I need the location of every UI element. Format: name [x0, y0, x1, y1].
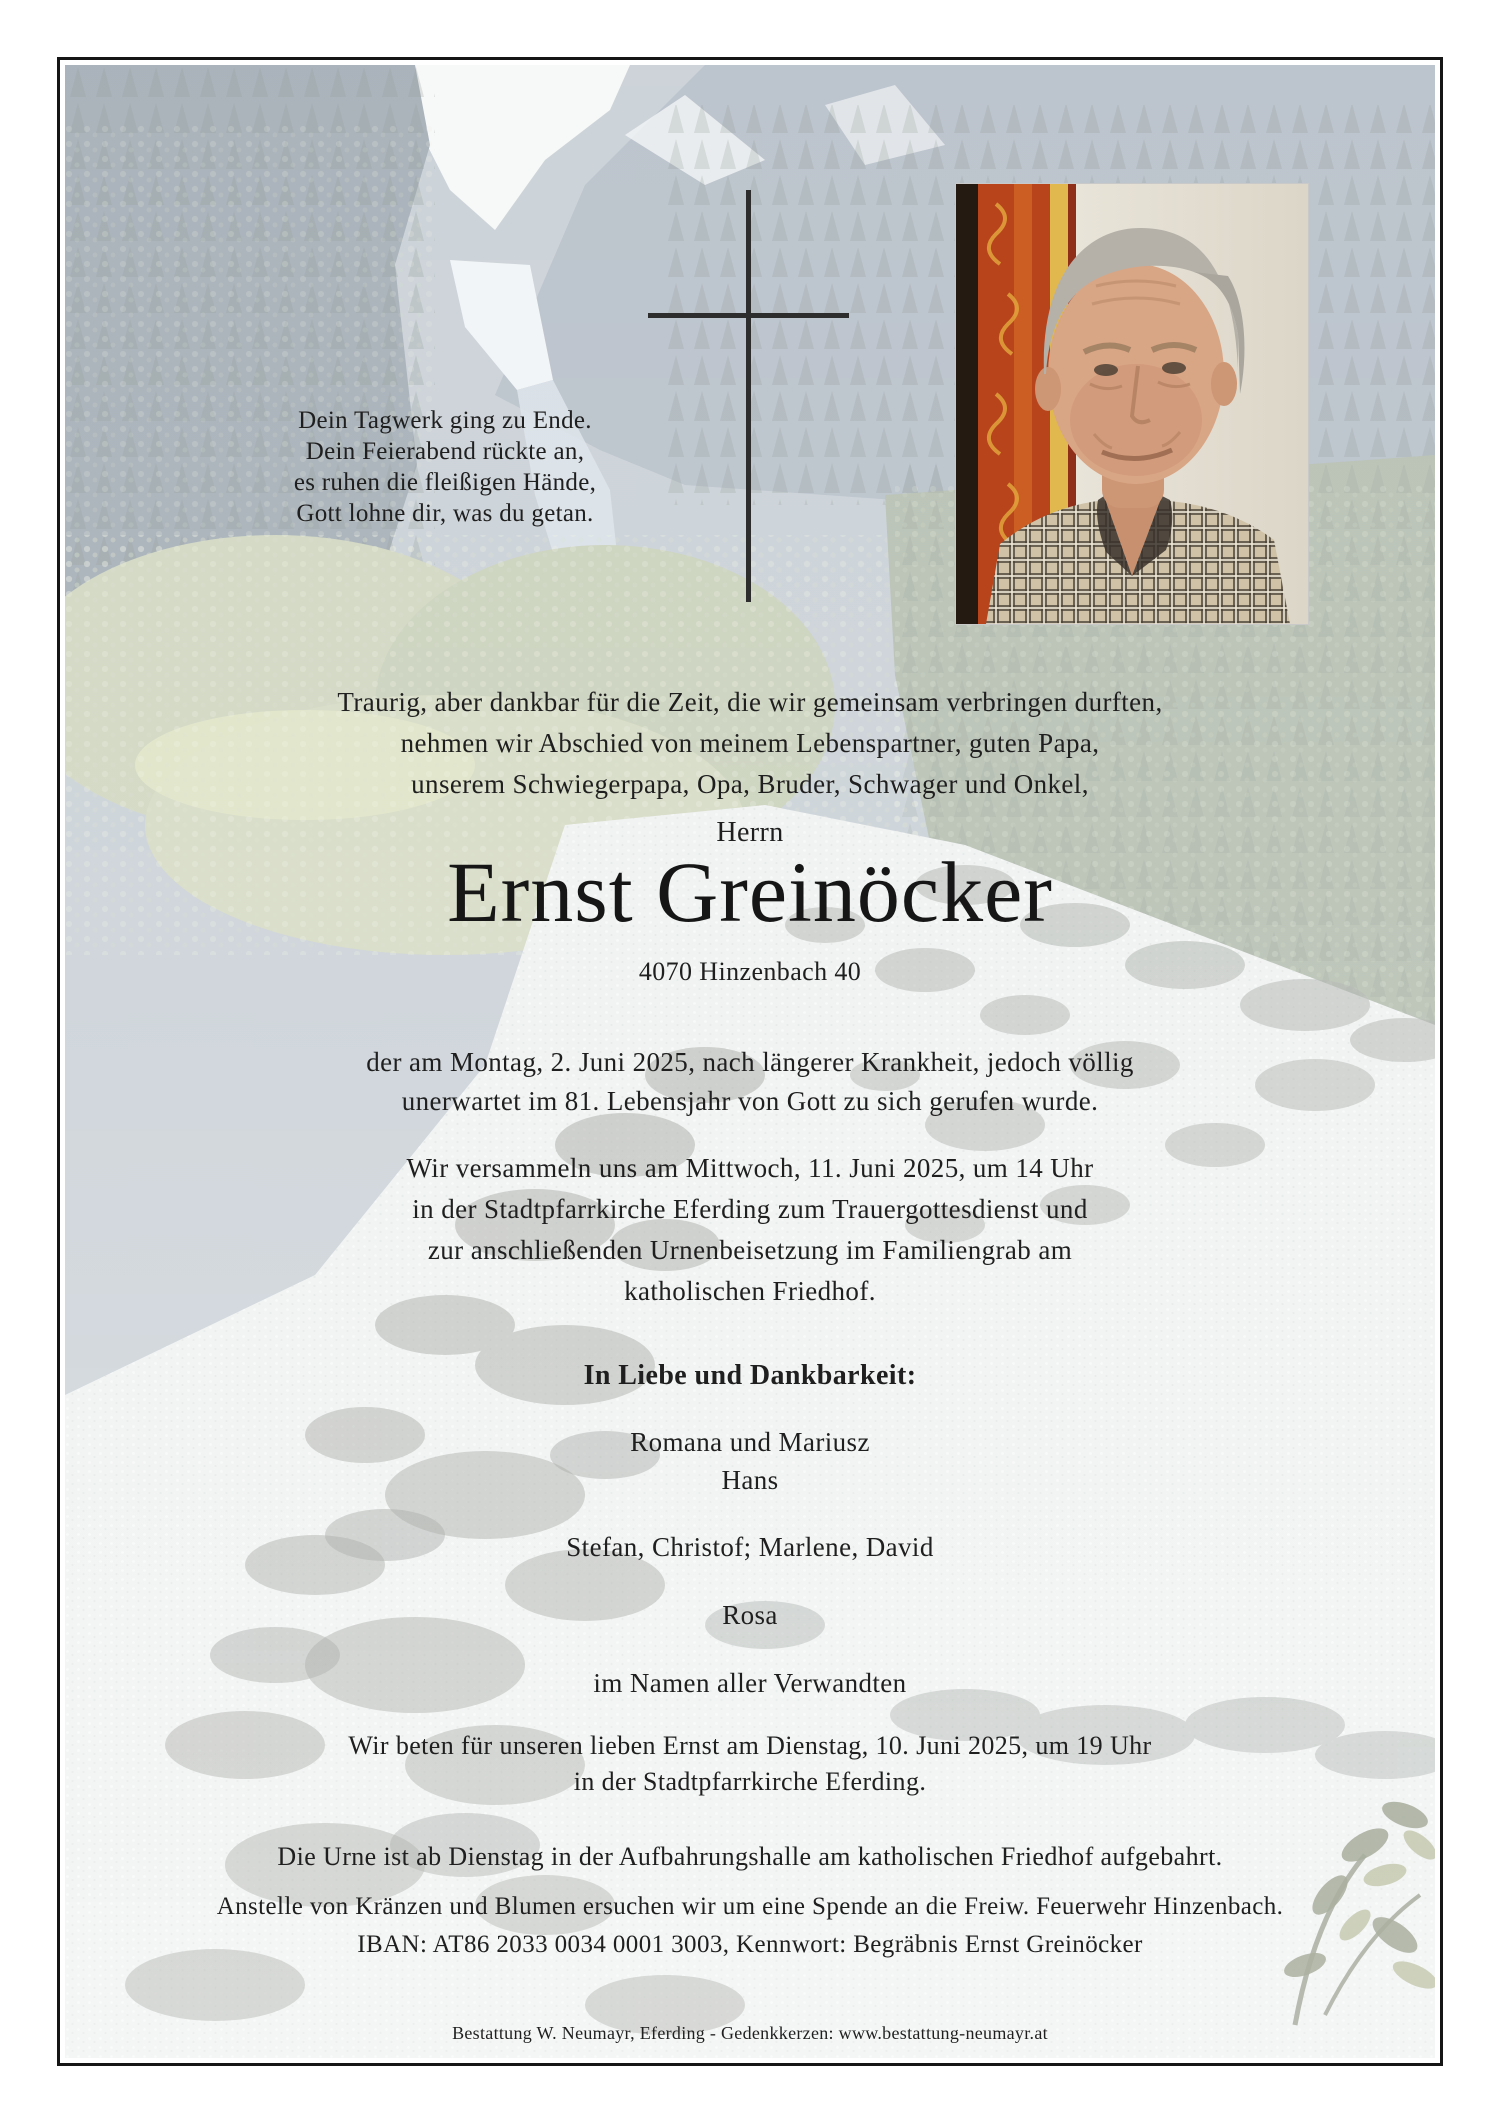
prayer-paragraph — [60, 1728, 1440, 1800]
memorial-cross-icon — [648, 313, 849, 318]
service-line: Wir versammeln uns am Mittwoch, 11. Juni 2025, um 14 Uhr — [406, 1153, 1094, 1183]
service-paragraph — [60, 1148, 1440, 1312]
prayer-line: Wir beten für unseren lieben Ernst am Dienstag, 10. Juni 2025, um 19 Uhr — [348, 1731, 1152, 1760]
mourners-closing: im Namen aller Verwandten — [593, 1668, 907, 1698]
verse-line: Dein Tagwerk ging zu Ende. — [298, 407, 592, 434]
service-line: katholischen Friedhof. — [624, 1276, 876, 1306]
service-line: zur anschließenden Urnenbeisetzung im Familiengrab am — [427, 1235, 1073, 1265]
verse — [60, 405, 830, 529]
salutation: Herrn — [716, 817, 784, 848]
intro-line: Traurig, aber dankbar für die Zeit, die wir gemeinsam verbringen durften, — [337, 687, 1163, 717]
gratitude-heading: In Liebe und Dankbarkeit: — [583, 1360, 917, 1391]
portrait-photo — [955, 183, 1309, 625]
address: 4070 Hinzenbach 40 — [638, 957, 862, 986]
mourner-line: Romana und Mariusz — [630, 1427, 870, 1457]
verse-line: Gott lohne dir, was du getan. — [296, 500, 594, 527]
funeral-home-footer: Bestattung W. Neumayr, Eferding - Gedenkkerzen: www.bestattung-neumayr.at — [452, 2023, 1048, 2043]
verse-line: es ruhen die fleißigen Hände, — [293, 469, 597, 496]
mourner-line: Hans — [721, 1465, 779, 1495]
prayer-line: in der Stadtpfarrkirche Eferding. — [573, 1767, 927, 1796]
passing-paragraph — [60, 1043, 1440, 1121]
memorial-cross-icon — [746, 190, 751, 602]
verse-line: Dein Feierabend rückte an, — [305, 438, 585, 465]
intro-line: nehmen wir Abschied von meinem Lebenspartner, guten Papa, — [400, 728, 1100, 758]
intro-paragraph — [60, 682, 1440, 805]
donation-line: IBAN: AT86 2033 0034 0001 3003, Kennwort: Begräbnis Ernst Greinöcker — [357, 1931, 1143, 1958]
service-line: in der Stadtpfarrkirche Eferding zum Trauergottesdienst und — [412, 1194, 1088, 1224]
donation-paragraph — [60, 1888, 1440, 1964]
memorial-card — [57, 57, 1443, 2066]
deceased-name: Ernst Greinöcker — [447, 844, 1053, 940]
intro-line: unserem Schwiegerpapa, Opa, Bruder, Schwager und Onkel, — [411, 769, 1089, 799]
mourner-line: Rosa — [722, 1600, 778, 1630]
donation-line: Anstelle von Kränzen und Blumen ersuchen wir um eine Spende an die Freiw. Feuerwehr Hinzenbach. — [216, 1893, 1284, 1920]
mourner-line: Stefan, Christof; Marlene, David — [566, 1532, 934, 1562]
passing-line: unerwartet im 81. Lebensjahr von Gott zu sich gerufen wurde. — [401, 1086, 1099, 1116]
passing-line: der am Montag, 2. Juni 2025, nach längerer Krankheit, jedoch völlig — [366, 1047, 1134, 1077]
urn-notice: Die Urne ist ab Dienstag in der Aufbahrungshalle am katholischen Friedhof aufgebahrt. — [277, 1842, 1223, 1871]
